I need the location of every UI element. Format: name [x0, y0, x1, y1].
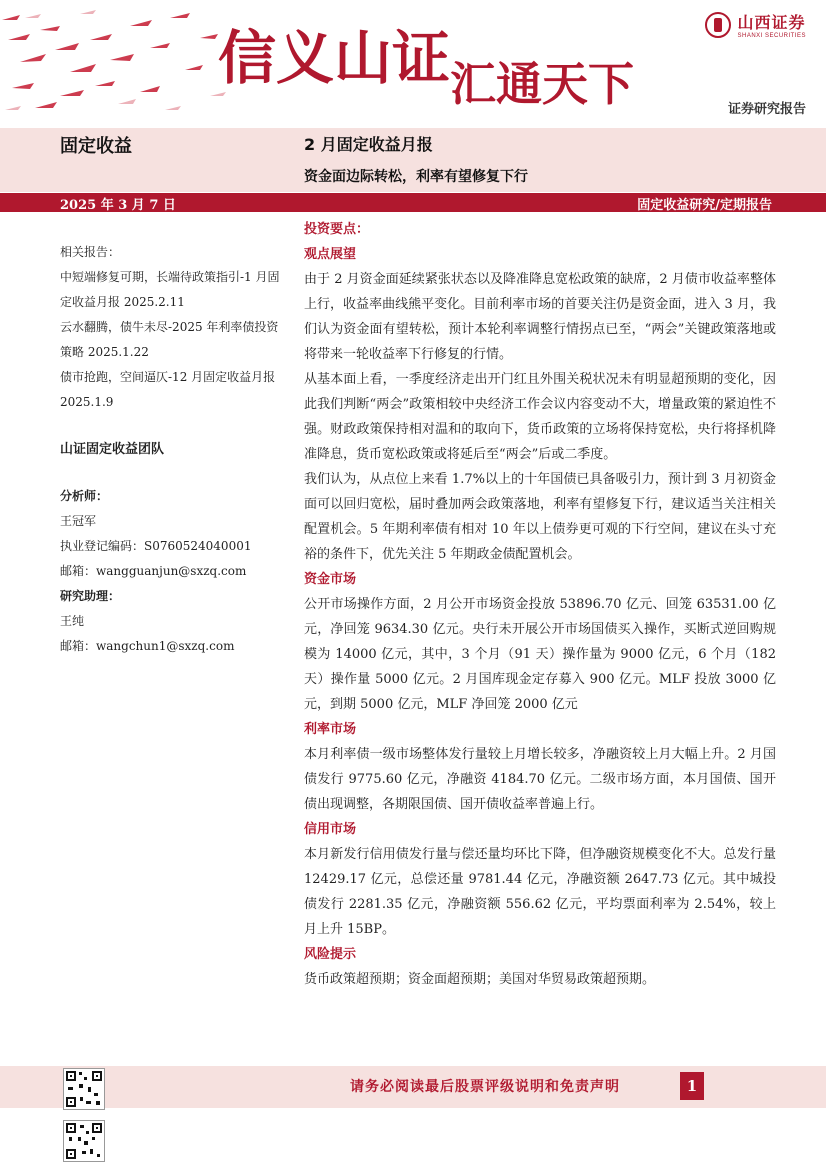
header-banner — [0, 0, 826, 128]
page-number: 1 — [680, 1072, 704, 1100]
analyst-name: 王冠军 — [60, 514, 97, 528]
related-report-link[interactable]: 云水翻腾，债牛未尽-2025 年利率债投资策略 2025.1.22 — [60, 320, 279, 359]
qr-code-icon — [63, 1120, 105, 1162]
qr-code-icon — [63, 1068, 105, 1110]
assistant-label: 研究助理： — [60, 589, 121, 603]
report-subtitle: 资金面边际转松，利率有望修复下行 — [304, 169, 528, 185]
report-category: 固定收益研究/定期报告 — [637, 198, 772, 213]
logo-name-en: SHANXI SECURITIES — [737, 33, 806, 39]
document-type: 证券研究报告 — [727, 102, 806, 117]
related-report-link[interactable]: 债市抢跑，空间逼仄-12 月固定收益月报 2025.1.9 — [60, 370, 276, 409]
section-paragraph: 本月利率债一级市场整体发行量较上月增长较多，净融资较上月大幅上升。2 月国债发行 9775.60 亿元，净融资 4184.70 亿元。二级市场方面，本月国债、国开债出现调整，各期限国债、国开债收益率普遍上行。 — [304, 747, 776, 812]
logo-name-cn: 山西证券 — [737, 13, 806, 32]
related-report-link[interactable]: 中短端修复可期，长端待政策指引-1 月固定收益月报 2025.2.11 — [60, 270, 280, 309]
company-logo — [705, 10, 806, 39]
disclaimer-notice[interactable]: 请务必阅读最后股票评级说明和免责声明 — [350, 1079, 620, 1095]
arrow-swarm-icon — [2, 13, 218, 108]
slogan-left: 信义山证 — [218, 24, 451, 92]
analyst-label: 分析师： — [60, 489, 109, 503]
assistant-email[interactable]: 邮箱：wangchun1@sxzq.com — [60, 639, 235, 653]
report-title: 2 月固定收益月报 — [304, 135, 433, 154]
section-heading: 风险提示 — [304, 947, 357, 962]
logo-mark-icon — [705, 12, 731, 38]
section-paragraph: 由于 2 月资金面延续紧张状态以及降准降息宽松政策的缺席，2 月债市收益率整体上行，收益率曲线熊平变化。目前利率市场的首要关注仍是资金面，进入 3 月，我们认为资金面有望转松，预计本轮利率调整行情拐点已至，“两会”关键政策落地或将带来一轮收益率下行修复的行情。 — [304, 272, 776, 362]
sidebar — [60, 240, 280, 659]
section-heading: 信用市场 — [304, 822, 357, 837]
section-heading: 观点展望 — [304, 247, 357, 262]
section-heading: 利率市场 — [304, 722, 357, 737]
section-paragraph: 从基本面上看，一季度经济走出开门红且外围关税状况未有明显超预期的变化，因此我们判断“两会”政策相较中央经济工作会议内容变动不大，增量政策的紧迫性不强。财政政策保持相对温和的取向下，货币政策的立场将保持宽松，央行将择机降准降息，货币宽松政策或将延后至“两会”后或二季度。 — [304, 372, 776, 462]
main-content — [304, 217, 776, 992]
analyst-email[interactable]: 邮箱：wangguanjun@sxzq.com — [60, 564, 247, 578]
assistant-name: 王纯 — [60, 614, 85, 628]
section-paragraph: 我们认为，从点位上来看 1.7%以上的十年国债已具备吸引力，预计到 3 月初资金面可以回归宽松，届时叠加两会政策落地，利率有望修复下行，建议适当关注相关配置机会。5 年期利率债有相对 10 年以上债券更可观的下行空间，建议在头寸充裕的条件下，优先关注 5 年期政金债配置机会。 — [304, 472, 776, 562]
banner-graphic — [0, 0, 826, 128]
slogan-right: 汇通天下 — [450, 57, 634, 111]
report-date: 2025 年 3 月 7 日 — [60, 198, 176, 213]
section-paragraph: 货币政策超预期；资金面超预期；美国对华贸易政策超预期。 — [304, 972, 656, 987]
related-reports-label: 相关报告： — [60, 245, 121, 259]
license-number: 执业登记编码：S0760524040001 — [60, 539, 252, 553]
sector-label: 固定收益 — [60, 136, 132, 157]
team-name: 山证固定收益团队 — [60, 442, 165, 457]
section-paragraph: 公开市场操作方面，2 月公开市场资金投放 53896.70 亿元、回笼 63531.00 亿元，净回笼 9634.30 亿元。央行未开展公开市场国债买入操作，买断式逆回购规模为 14000 亿元，其中，3 个月（91 天）操作量为 9000 亿元，6 个月（182 天）操作量 5000 亿元。2 月国库现金定存募入 900 亿元。MLF 投放 3000 亿元，到期 5000 亿元，MLF 净回笼 2000 亿元 — [304, 597, 776, 712]
key-points-heading: 投资要点： — [304, 222, 370, 237]
section-heading: 资金市场 — [304, 572, 357, 587]
section-paragraph: 本月新发行信用债发行量与偿还量均环比下降，但净融资规模变化不大。总发行量 12429.17 亿元，总偿还量 9781.44 亿元，净融资额 2647.73 亿元。其中城投债发行 2281.35 亿元，净融资额 556.62 亿元，平均票面利率为 2.54%，较上月上升 15BP。 — [304, 847, 776, 937]
